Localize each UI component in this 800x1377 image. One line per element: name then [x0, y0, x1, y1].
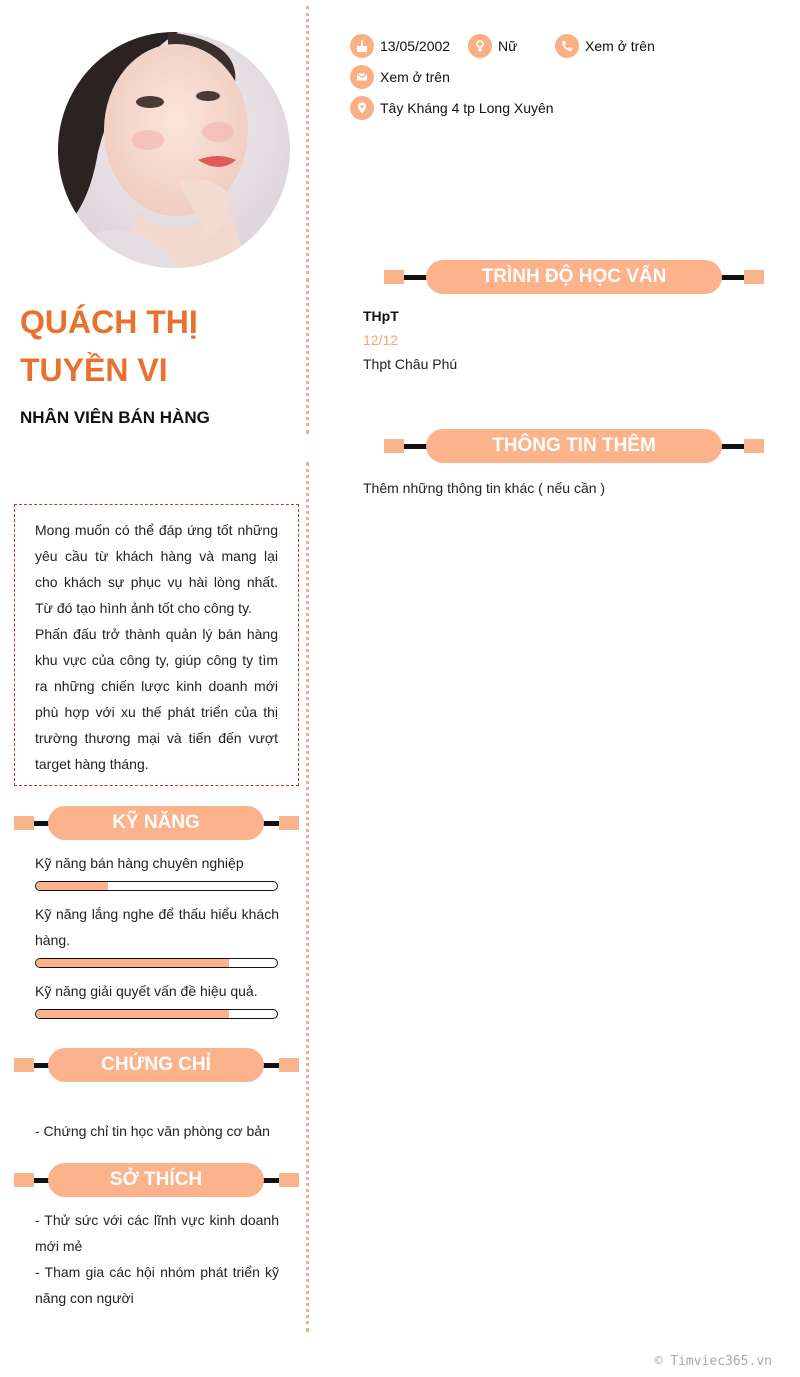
divider-top — [306, 6, 309, 274]
skill-label: Kỹ năng lắng nghe để thấu hiểu khách hàng. — [35, 906, 279, 948]
section-header-extra — [384, 429, 764, 465]
hobby-item: - Thử sức với các lĩnh vực kinh doanh mới mẻ — [35, 1212, 279, 1254]
section-header-education — [384, 260, 764, 296]
skill-bar-fill — [36, 882, 108, 890]
section-title: TRÌNH ĐỘ HỌC VẤN — [426, 260, 722, 294]
contact-email — [350, 65, 450, 89]
education-time: 12/12 — [363, 332, 399, 348]
skill-bar-fill — [36, 959, 229, 967]
address-value: Tây Kháng 4 tp Long Xuyên — [380, 100, 554, 116]
skill-bar-fill — [36, 1010, 229, 1018]
candidate-position: NHÂN VIÊN BÁN HÀNG — [20, 408, 210, 427]
candidate-name: QUÁCH THỊ TUYỀN VI — [20, 304, 198, 388]
hobby-item: - Tham gia các hội nhóm phát triển kỹ năng con người — [35, 1264, 279, 1306]
section-title: SỞ THÍCH — [48, 1163, 264, 1197]
cake-icon — [350, 34, 374, 58]
contact-birthday — [350, 34, 450, 58]
section-title: CHỨNG CHỈ — [48, 1048, 264, 1082]
section-header-certificates — [14, 1048, 299, 1084]
section-header-skills — [14, 806, 299, 842]
phone-icon — [555, 34, 579, 58]
section-title: THÔNG TIN THÊM — [426, 429, 722, 463]
divider-bottom — [306, 462, 309, 1332]
phone-value: Xem ở trên — [585, 38, 655, 54]
mail-icon — [350, 65, 374, 89]
skill-bar — [35, 1009, 278, 1019]
skill-bar — [35, 958, 278, 968]
skill-bar — [35, 881, 278, 891]
email-value: Xem ở trên — [380, 69, 450, 85]
objective-paragraph: Mong muốn có thể đáp ứng tốt những yêu cầu từ khách hàng và mang lại cho khách sự phục vụ hài lòng nhất. Từ đó tạo hình ảnh tốt cho công ty. — [35, 522, 278, 616]
gender-icon — [468, 34, 492, 58]
contact-address — [350, 96, 554, 120]
section-header-hobbies — [14, 1163, 299, 1199]
divider-middle — [306, 278, 309, 434]
skill-label: Kỹ năng bán hàng chuyên nghiệp — [35, 855, 244, 871]
map-pin-icon — [350, 96, 374, 120]
contact-phone — [555, 34, 655, 58]
gender-value: Nữ — [498, 38, 518, 54]
education-school: THpT — [363, 308, 399, 324]
skill-label: Kỹ năng giải quyết vấn đề hiệu quả. — [35, 983, 258, 999]
footer-copyright: © Timviec365.vn — [654, 1354, 772, 1369]
section-title: KỸ NĂNG — [48, 806, 264, 840]
objective-paragraph: Phấn đấu trở thành quản lý bán hàng khu vực của công ty, giúp công ty tìm ra những chiến lược kinh doanh mới phù hợp với xu thế phát triển của thị trường thương mại và tiến đến vượt target hàng tháng. — [35, 626, 278, 772]
birthday-value: 13/05/2002 — [380, 38, 451, 54]
education-description: Thpt Châu Phú — [363, 356, 458, 372]
contact-gender — [468, 34, 517, 58]
career-objective — [14, 504, 299, 786]
extra-info: Thêm những thông tin khác ( nếu cần ) — [363, 480, 606, 496]
certificate-item: - Chứng chỉ tin học văn phòng cơ bản — [35, 1123, 270, 1139]
avatar — [58, 32, 290, 268]
